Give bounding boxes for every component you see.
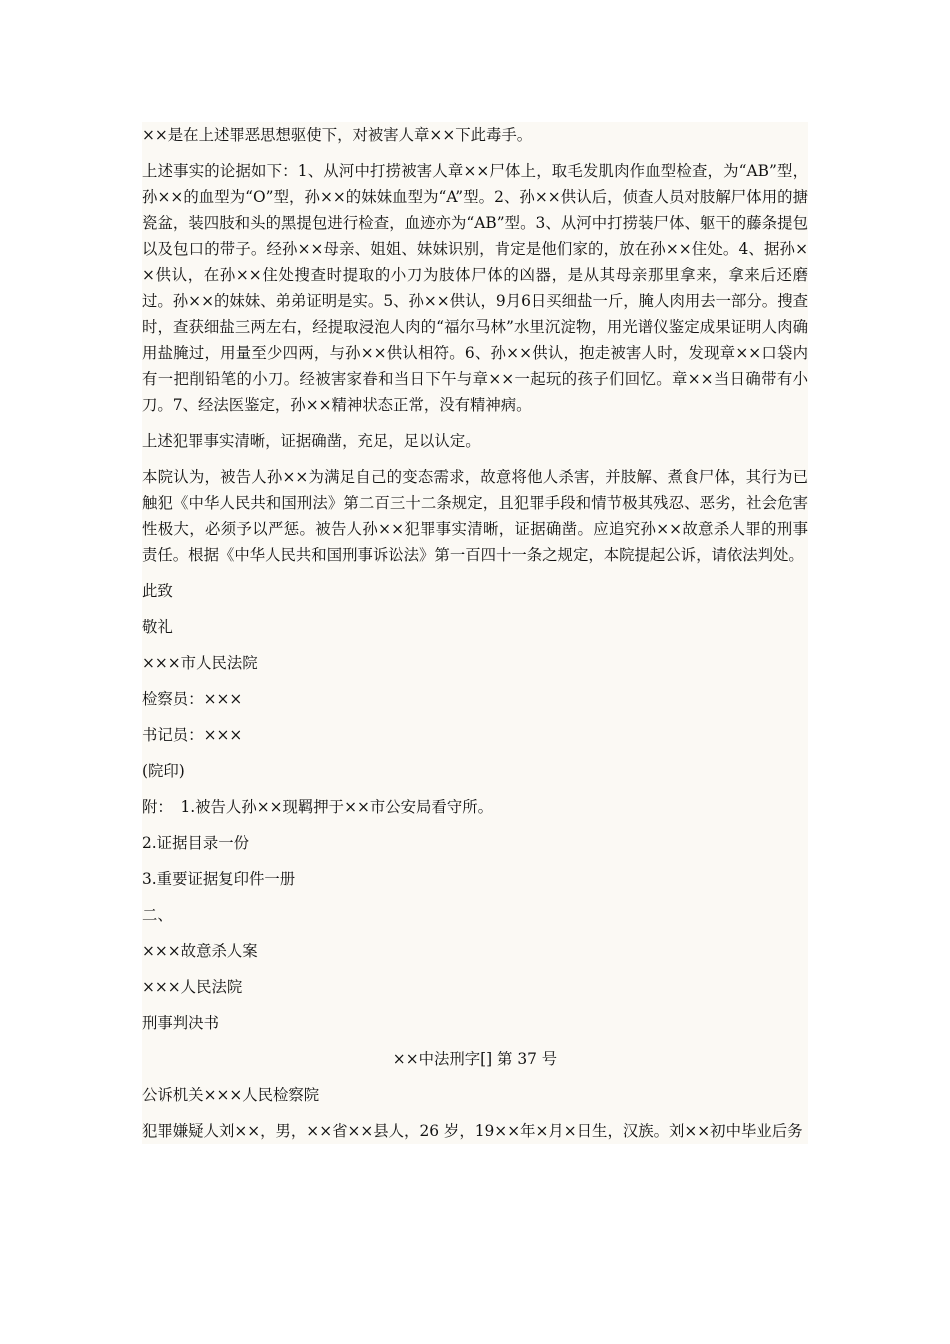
attachment-item-1: 附： 1.被告人孙××现羁押于××市公安局看守所。: [142, 798, 493, 816]
paragraph-facts-confirmed: 上述犯罪事实清晰，证据确凿，充足，足以认定。: [142, 432, 481, 450]
judgment-title: 刑事判决书: [142, 1014, 219, 1032]
attachment-item-3: 3.重要证据复印件一册: [142, 870, 296, 888]
prosecutor-line: 检察员：×××: [142, 690, 243, 708]
section-heading: 二、: [142, 906, 173, 924]
court-name: ×××市人民法院: [142, 654, 258, 672]
closing-salutation: 此致: [142, 582, 173, 600]
prosecution-organ: 公诉机关×××人民检察院: [142, 1086, 320, 1104]
case-title: ×××故意杀人案: [142, 942, 258, 960]
attachment-item-2: 2.证据目录一份: [142, 834, 250, 852]
court-title: ×××人民法院: [142, 978, 243, 996]
case-number: ××中法刑字[] 第 37 号: [392, 1050, 558, 1068]
clerk-line: 书记员：×××: [142, 726, 243, 744]
paragraph-court-opinion: 本院认为，被告人孙××为满足自己的变态需求，故意将他人杀害，并肢解、煮食尸体，其行为已触犯《中华人民共和国刑法》第二百三十二条规定，且犯罪手段和情节极其残忍、恶劣，社会危害性极大，必须予以严惩。被告人孙××犯罪事实清晰，证据确凿。应追究孙××故意杀人罪的刑事责任。根据《中华人民共和国刑事诉讼法》第一百四十一条之规定，本院提起公诉，请依法判处。: [142, 468, 808, 564]
document-body: [142, 122, 808, 1144]
seal-note: (院印): [142, 762, 185, 780]
defendant-info: 犯罪嫌疑人刘××，男，××省××县人，26 岁，19××年×月×日生，汉族。刘××初中毕业后务: [142, 1122, 803, 1140]
paragraph-evidence: 上述事实的论据如下：1、从河中打捞被害人章××尸体上，取毛发肌肉作血型检查，为“AB”型，孙××的血型为“O”型，孙××的妹妹血型为“A”型。2、孙××供认后，侦查人员对肢解尸体用的搪瓷盆，装四肢和头的黑提包进行检查，血迹亦为“AB”型。3、从河中打捞装尸体、躯干的藤条提包以及包口的带子。经孙××母亲、姐姐、妹妹识别，肯定是他们家的，放在孙××住处。4、据孙××供认，在孙××住处搜查时提取的小刀为肢体尸体的凶器，是从其母亲那里拿来，拿来后还磨过。孙××的妹妹、弟弟证明是实。5、孙××供认，9月6日买细盐一斤，腌人肉用去一部分。搜查时，查获细盐三两左右，经提取浸泡人肉的“福尔马林”水里沉淀物，用光谱仪鉴定成果证明人肉确用盐腌过，用量至少四两，与孙××供认相符。6、孙××供认，抱走被害人时，发现章××口袋内有一把削铅笔的小刀。经被害家眷和当日下午与章××一起玩的孩子们回忆。章××当日确带有小刀。7、经法医鉴定，孙××精神状态正常，没有精神病。: [142, 162, 808, 414]
paragraph-motive: ××是在上述罪恶思想驱使下，对被害人章××下此毒手。: [142, 126, 533, 144]
closing-regards: 敬礼: [142, 618, 173, 636]
